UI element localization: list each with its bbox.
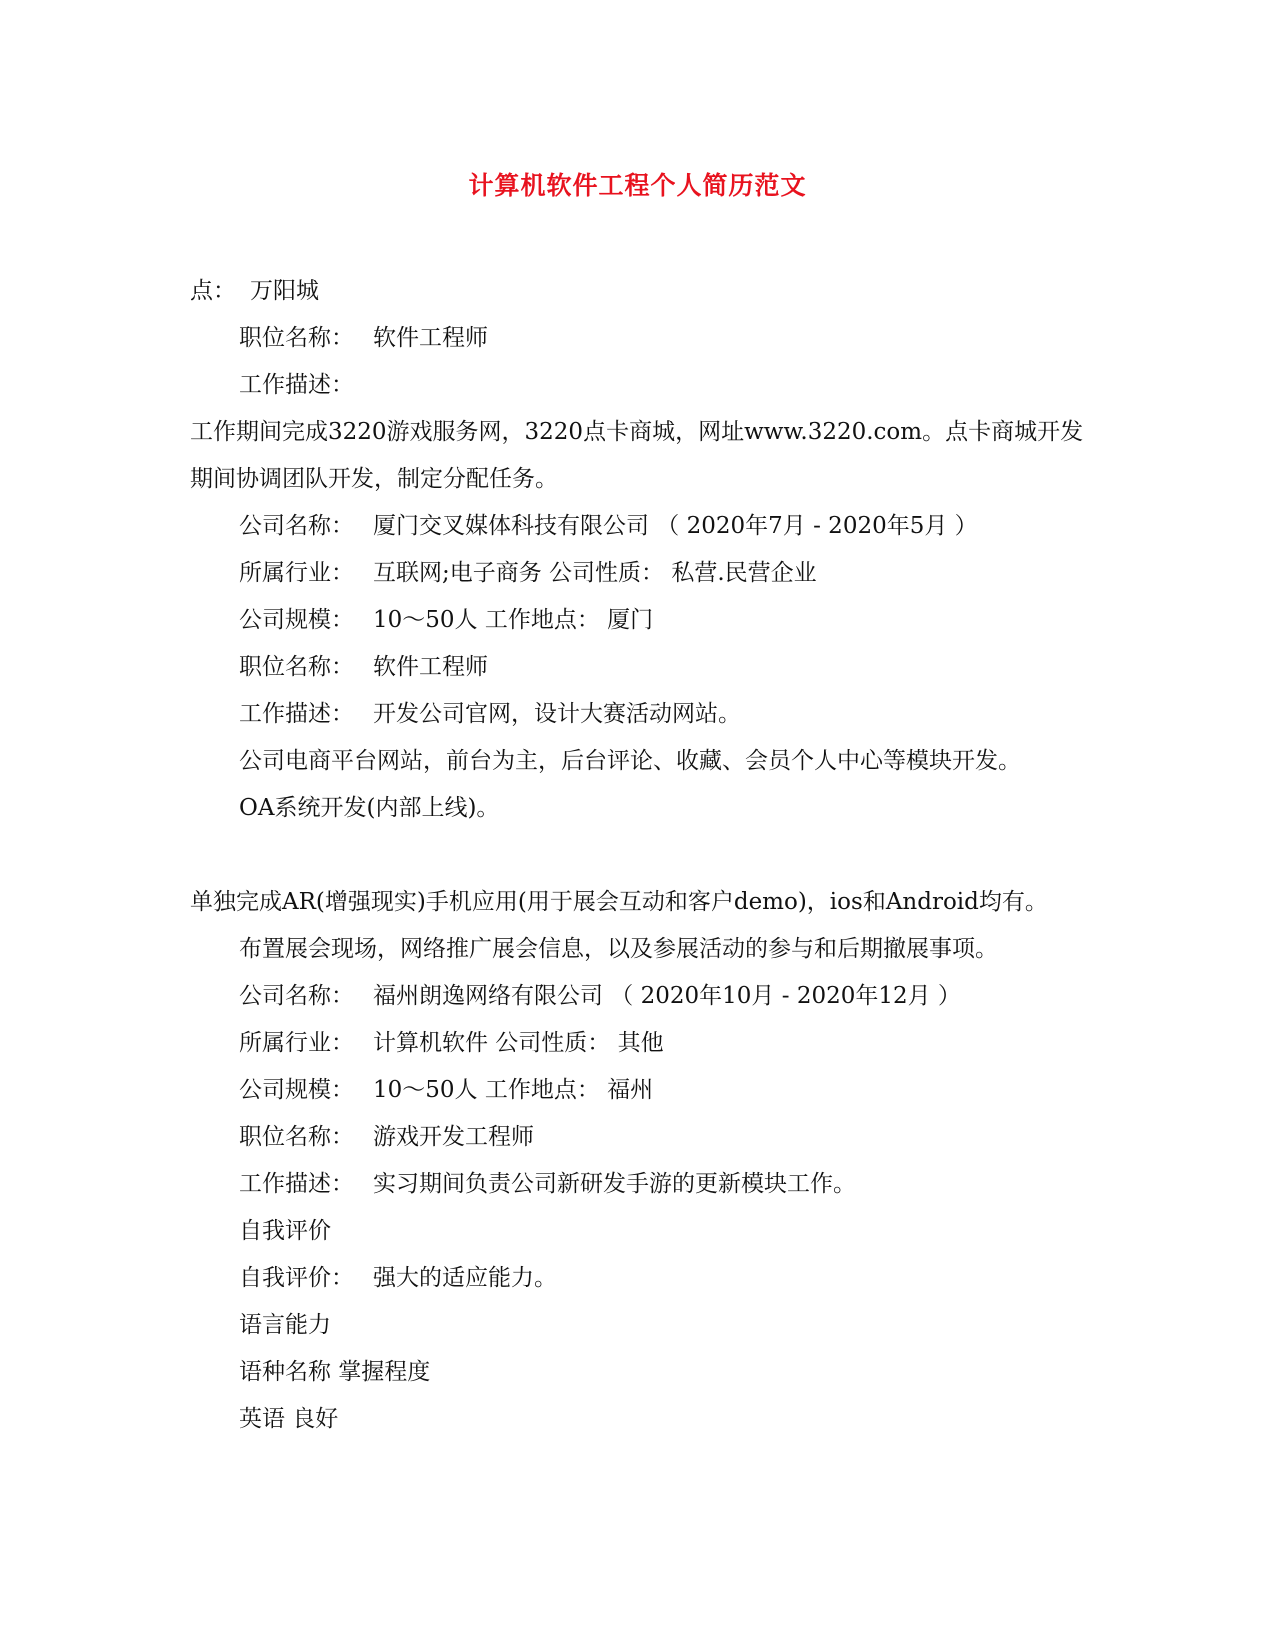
job2-position-value: 软件工程师 [373,654,488,680]
job3-position-line [190,1114,1090,1161]
job2-position-label: 职位名称： [239,654,354,680]
job2-desc-line4: 单独完成AR(增强现实)手机应用(用于展会互动和客户demo)，ios和Android均有。 [190,889,1048,915]
job3-size-label: 公司规模： [239,1077,354,1103]
job3-company-line [190,973,1090,1020]
job2-industry-line [190,550,1090,597]
job3-desc-line [190,1161,1090,1208]
job3-position-label: 职位名称： [239,1124,354,1150]
job3-company-value: 福州朗逸网络有限公司 （ 2020年10月 - 2020年12月 ） [373,983,961,1009]
job2-industry-label: 所属行业： [239,560,354,586]
self-eval-line [190,1255,1090,1302]
job1-desc-line2: 期间协调团队开发，制定分配任务。 [190,466,558,492]
language-row: 英语 良好 [239,1406,339,1432]
location-line [190,268,1090,315]
job1-position-line [190,315,1090,362]
language-heading: 语言能力 [239,1312,331,1338]
job2-desc-value: 开发公司官网，设计大赛活动网站。 [373,701,741,727]
language-columns: 语种名称 掌握程度 [239,1359,431,1385]
job2-desc-line5: 布置展会现场，网络推广展会信息，以及参展活动的参与和后期撤展事项。 [239,936,998,962]
job1-desc-line1: 工作期间完成3220游戏服务网，3220点卡商城，网址www.3220.com。点卡商城开发 [190,419,1084,445]
self-eval-label: 自我评价： [239,1265,354,1291]
location-label: 点： [190,278,236,304]
job2-desc-label: 工作描述： [239,701,354,727]
job1-position-value: 软件工程师 [373,325,488,351]
document-body [190,268,1090,1443]
job3-industry-value: 计算机软件 公司性质： 其他 [373,1030,664,1056]
job2-size-label: 公司规模： [239,607,354,633]
job3-size-line [190,1067,1090,1114]
job3-size-value: 10～50人 工作地点： 福州 [373,1077,654,1103]
job3-desc-value: 实习期间负责公司新研发手游的更新模块工作。 [373,1171,856,1197]
job3-industry-line [190,1020,1090,1067]
job3-position-value: 游戏开发工程师 [373,1124,534,1150]
blank-line [190,832,1090,879]
job2-position-line [190,644,1090,691]
self-eval-value: 强大的适应能力。 [373,1265,557,1291]
job2-company-label: 公司名称： [239,513,354,539]
job3-desc-label: 工作描述： [239,1171,354,1197]
location-value: 万阳城 [250,278,319,304]
job3-company-label: 公司名称： [239,983,354,1009]
job2-size-line [190,597,1090,644]
job2-company-line [190,503,1090,550]
job2-desc-line [190,691,1090,738]
job1-position-label: 职位名称： [239,325,354,351]
job2-size-value: 10～50人 工作地点： 厦门 [373,607,654,633]
document-title: 计算机软件工程个人简历范文 [468,171,807,200]
job2-desc-line3: OA系统开发(内部上线)。 [239,795,500,821]
job1-desc-label: 工作描述： [239,372,354,398]
job3-industry-label: 所属行业： [239,1030,354,1056]
job2-desc-line2: 公司电商平台网站，前台为主，后台评论、收藏、会员个人中心等模块开发。 [239,748,1021,774]
self-eval-heading: 自我评价 [239,1218,331,1244]
job2-company-value: 厦门交叉媒体科技有限公司 （ 2020年7月 - 2020年5月 ） [373,513,978,539]
job2-industry-value: 互联网;电子商务 公司性质： 私营.民营企业 [373,560,817,586]
